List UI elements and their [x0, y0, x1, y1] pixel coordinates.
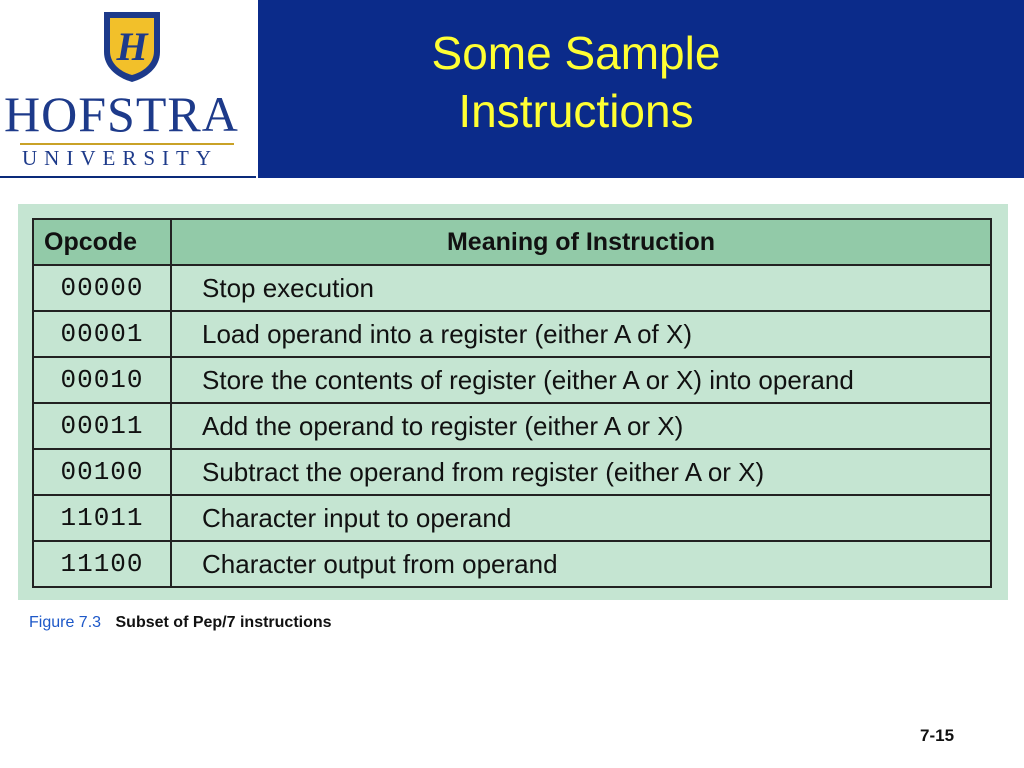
meaning-cell: Subtract the operand from register (either A or X) [171, 449, 991, 495]
logo-wordmark: HOFSTRA [4, 86, 239, 142]
slide-title-line1: Some Sample [431, 27, 721, 79]
table-row [33, 357, 991, 403]
meaning-cell: Add the operand to register (either A or X) [171, 403, 991, 449]
meaning-cell: Character output from operand [171, 541, 991, 587]
table-row [33, 265, 991, 311]
shield-icon [100, 8, 164, 84]
figure-label: Figure 7.3 [29, 614, 102, 631]
table-row [33, 403, 991, 449]
slide-title-line2: Instructions [458, 85, 694, 137]
logo-subword: UNIVERSITY [22, 146, 218, 170]
opcode-cell: 00010 [33, 357, 171, 403]
shield-letter: H [116, 24, 148, 69]
opcode-cell: 00001 [33, 311, 171, 357]
slide-title [258, 24, 894, 140]
opcode-cell: 00011 [33, 403, 171, 449]
column-header-meaning: Meaning of Instruction [171, 219, 991, 265]
opcode-cell: 00000 [33, 265, 171, 311]
instruction-figure [18, 204, 1008, 600]
title-panel [258, 0, 1024, 178]
table-header-row [33, 219, 991, 265]
meaning-cell: Load operand into a register (either A of X) [171, 311, 991, 357]
university-logo [0, 0, 256, 178]
instruction-table [32, 218, 992, 588]
figure-caption [29, 614, 332, 632]
column-header-opcode: Opcode [33, 219, 171, 265]
table-row [33, 449, 991, 495]
table-row [33, 495, 991, 541]
opcode-cell: 11011 [33, 495, 171, 541]
opcode-cell: 11100 [33, 541, 171, 587]
meaning-cell: Character input to operand [171, 495, 991, 541]
opcode-cell: 00100 [33, 449, 171, 495]
slide-header [0, 0, 1024, 178]
meaning-cell: Stop execution [171, 265, 991, 311]
figure-caption-text: Subset of Pep/7 instructions [115, 614, 332, 631]
page-number: 7-15 [920, 726, 955, 745]
table-row [33, 541, 991, 587]
logo-divider [20, 143, 234, 145]
meaning-cell: Store the contents of register (either A or X) into operand [171, 357, 991, 403]
table-row [33, 311, 991, 357]
